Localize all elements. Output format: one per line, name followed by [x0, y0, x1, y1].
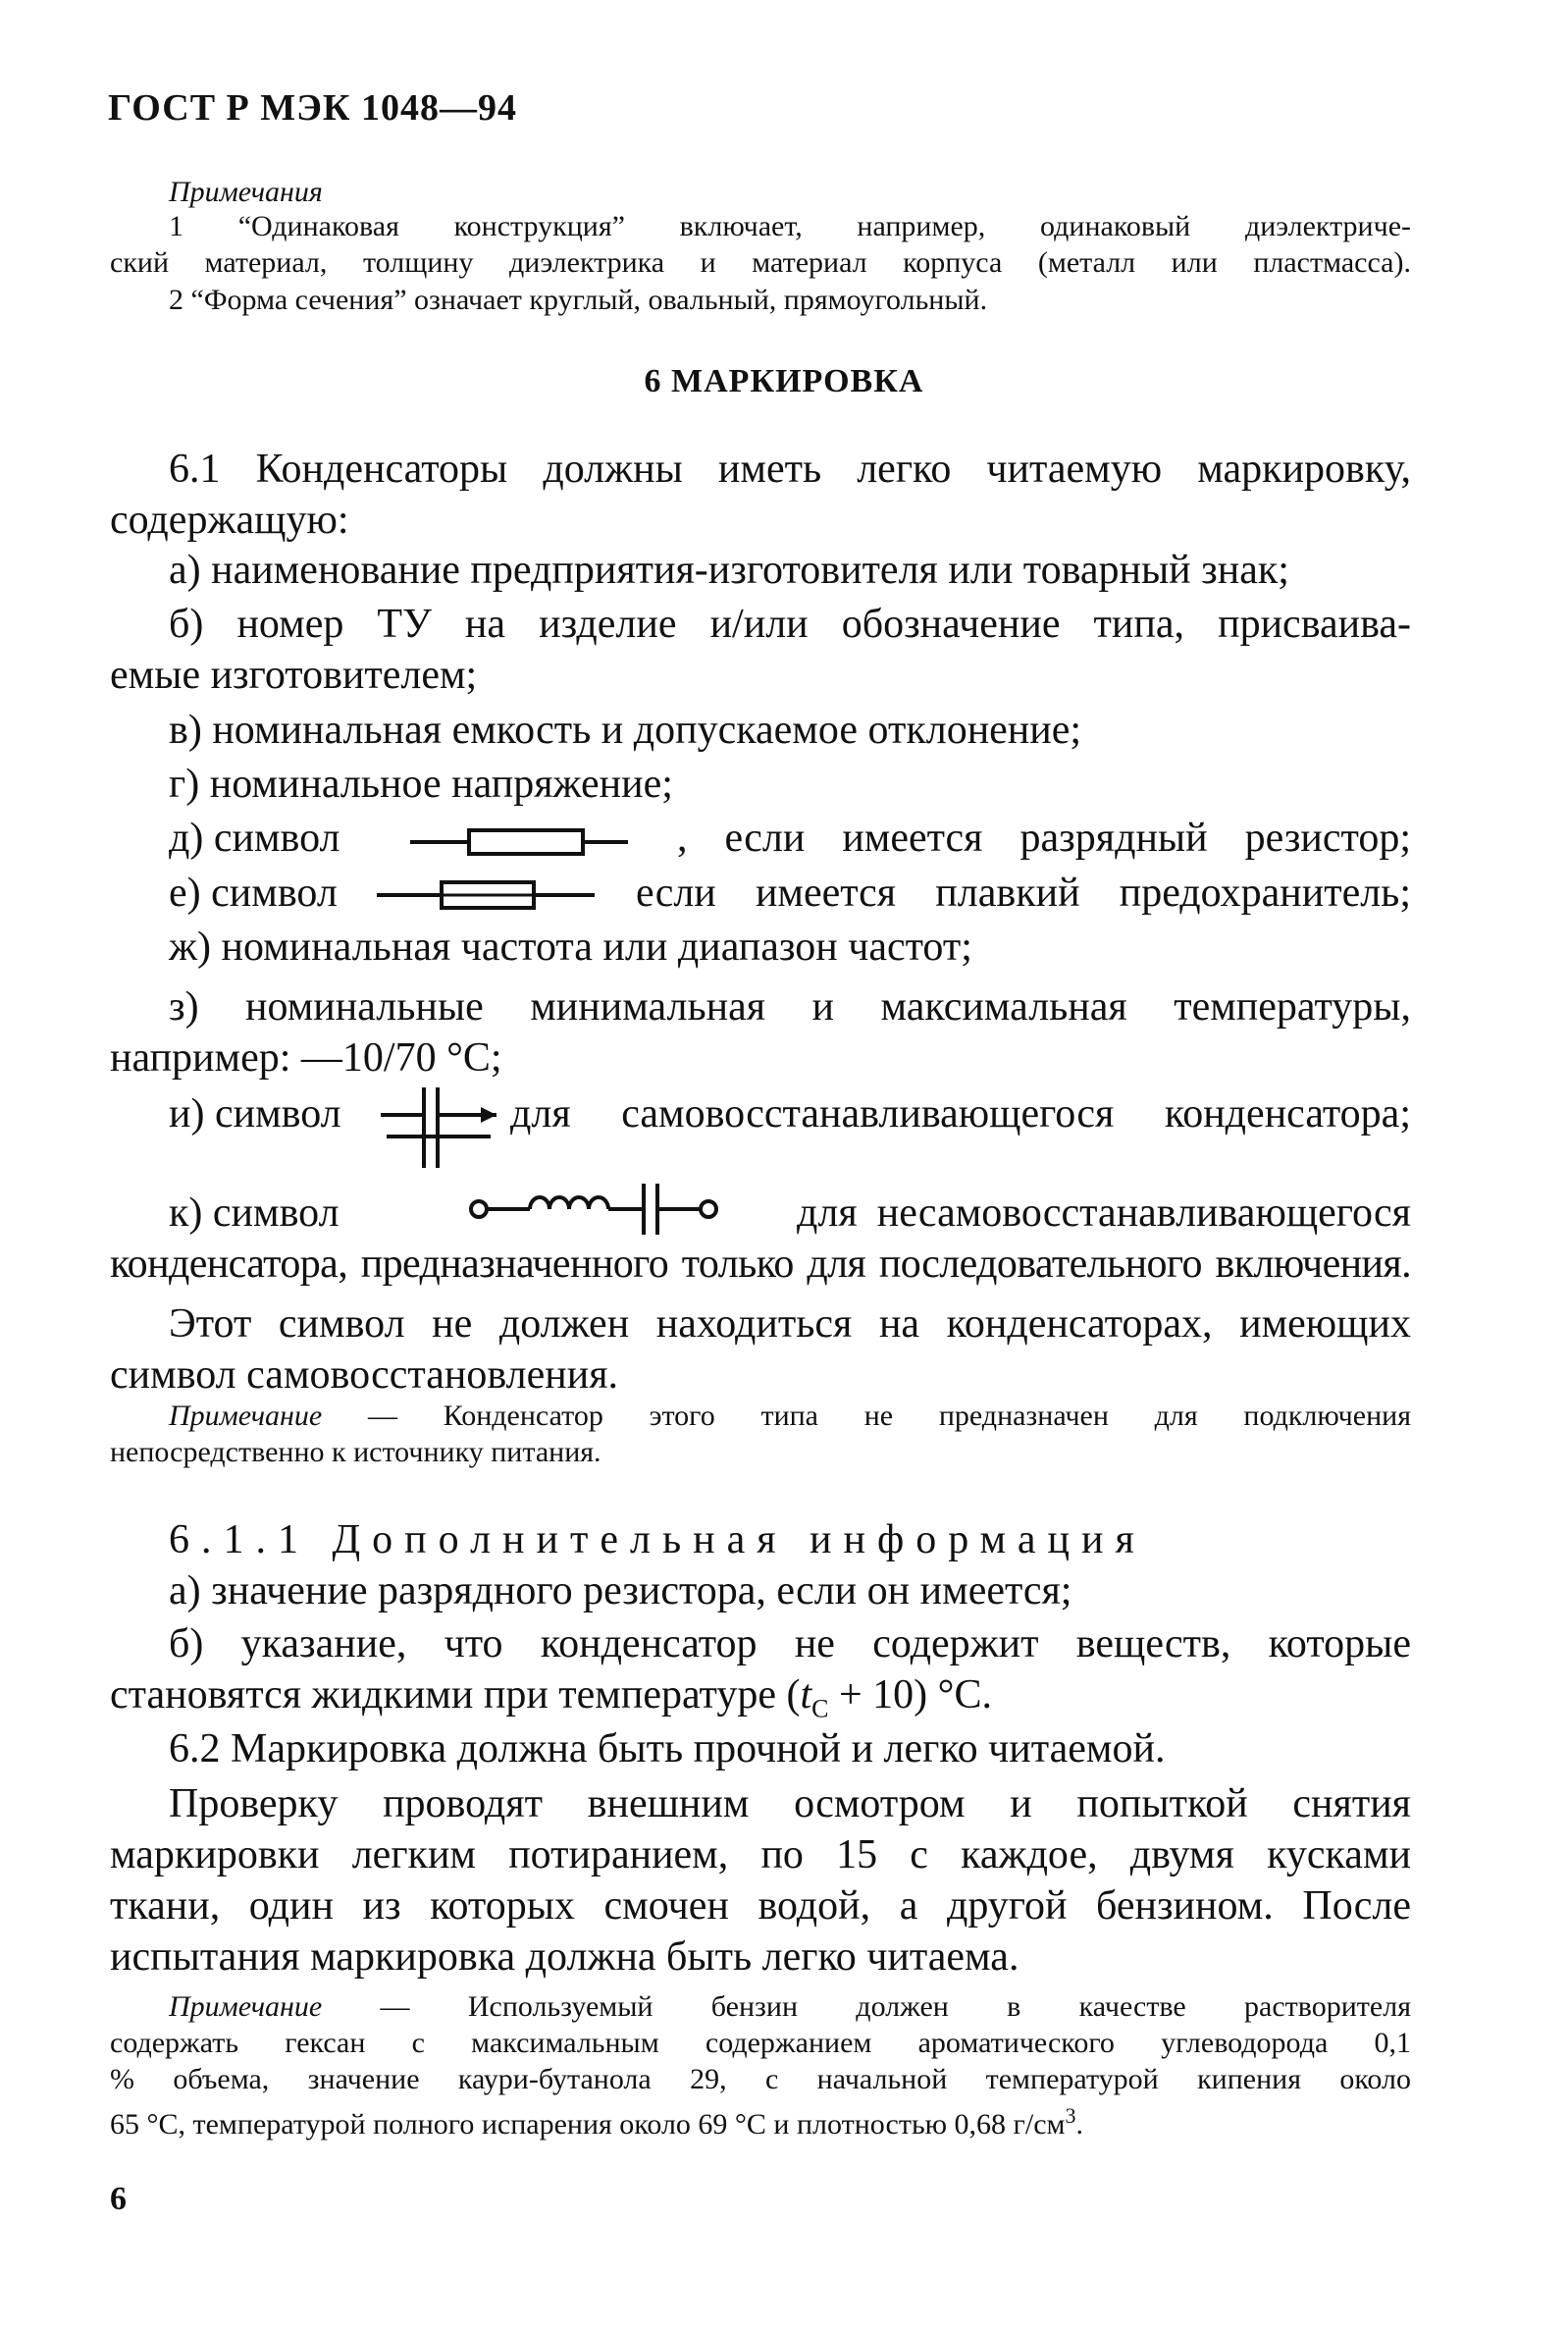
- item-e-text: если имеется плавкий предохранитель;: [636, 871, 1411, 916]
- section-heading: 6 МАРКИРОВКА: [644, 363, 924, 399]
- discharge-resistor-symbol-icon: [410, 822, 628, 862]
- section-6-1-1-item-b-line-1: б) указание, что конденсатор не содержит веществ, которые: [169, 1621, 1411, 1666]
- temp-symbol: t: [800, 1672, 812, 1718]
- item-b-line-1: б) номер ТУ на изделие и/или обозначение типа, присваива-: [169, 602, 1411, 647]
- item-zh: ж) номинальная частота или диапазон частот;: [169, 925, 972, 970]
- paragraph-6-1-line-1: 6.1 Конденсаторы должны иметь легко читаемую маркировку,: [169, 447, 1411, 492]
- section-6-2-line-1: 6.2 Маркировка должна быть прочной и легко читаемой.: [169, 1726, 1166, 1771]
- section-6-1-1-item-a: а) значение разрядного резистора, если он имеется;: [169, 1568, 1072, 1613]
- series-capacitor-symbol-icon: [467, 1178, 724, 1237]
- note-1-line-2: непосредственно к источнику питания.: [110, 1436, 601, 1468]
- symbol-paragraph-line-2: символ самовосстановления.: [110, 1352, 619, 1398]
- symbol-paragraph-line-1: Этот символ не должен находиться на конденсаторах, имеющих: [169, 1301, 1411, 1347]
- note-2-label: Примечание: [169, 1990, 323, 2023]
- note-2-line-4: [110, 2098, 1083, 2142]
- section-6-2-para-line-1: Проверку проводят внешним осмотром и попыткой снятия: [169, 1781, 1411, 1826]
- section-6-2-para-line-2: маркировки легким потиранием, по 15 с каждое, двумя кусками: [110, 1832, 1411, 1877]
- cubic-superscript: 3: [1065, 2103, 1076, 2128]
- self-healing-capacitor-symbol-icon: [381, 1080, 498, 1170]
- notes-line-1: 1 “Одинаковая конструкция” включает, например, одинаковый диэлектриче-: [169, 210, 1411, 242]
- temp-text-post: + 10) °С.: [828, 1672, 992, 1718]
- notes-title: Примечания: [169, 176, 323, 208]
- item-z-line-1: з) номинальные минимальная и максимальная температуры,: [169, 984, 1411, 1030]
- item-a: а) наименование предприятия-изготовителя или товарный знак;: [169, 548, 1289, 593]
- page-number: 6: [110, 2181, 127, 2217]
- note-2-line-2: содержать гексан с максимальным содержанием ароматического углеводорода 0,1: [110, 2027, 1411, 2059]
- item-z-line-2: например: —10/70 °С;: [110, 1035, 502, 1081]
- item-k-text: для несамовосстанавливающегося: [797, 1190, 1411, 1236]
- paragraph-6-1-line-2: содержащую:: [110, 498, 349, 543]
- fuse-symbol-icon: [377, 875, 595, 915]
- note-2-line-3: % объема, значение каури-бутанола 29, с начальной температурой кипения около: [110, 2063, 1411, 2095]
- note-1-line-1: [169, 1399, 1411, 1434]
- section-6-2-para-line-4: испытания маркировка должна быть легко читаема.: [110, 1934, 1019, 1980]
- item-k-label: к) символ: [169, 1190, 340, 1236]
- item-e-label: е) символ: [169, 871, 338, 916]
- section-6-1-1-title: 6.1.1 Дополнительная информация: [169, 1517, 1146, 1562]
- item-k-line-2: конденсатора, предназначенного только для последовательного включения.: [110, 1242, 1411, 1287]
- temp-text-pre: становятся жидкими при температуре (: [110, 1672, 801, 1718]
- note-2-line-4-end: .: [1075, 2108, 1083, 2141]
- item-d-label: д) символ: [169, 816, 340, 861]
- document-header: ГОСТ Р МЭК 1048—94: [108, 87, 517, 129]
- temp-subscript: C: [811, 1694, 829, 1723]
- section-6-2-para-line-3: ткани, один из которых смочен водой, а другой бензином. После: [110, 1883, 1411, 1929]
- notes-line-2: ский материал, толщину диэлектрика и материал корпуса (металл или пластмасса).: [110, 246, 1411, 279]
- item-d-text: , если имеется разрядный резистор;: [677, 816, 1411, 861]
- note-2-line-1: [169, 1989, 1411, 2025]
- note-2-text: — Используемый бензин должен в качестве растворителя: [322, 1990, 1411, 2023]
- item-g: г) номинальное напряжение;: [169, 762, 673, 807]
- note-1-label: Примечание: [169, 1400, 323, 1432]
- item-v: в) номинальная емкость и допускаемое отклонение;: [169, 708, 1082, 753]
- item-b-line-2: емые изготовителем;: [110, 653, 478, 698]
- item-i-text: для самовосстанавливающегося конденсатора;: [510, 1091, 1411, 1137]
- note-2-line-4-text: 65 °С, температурой полного испарения около 69 °С и плотностью 0,68 г/см: [110, 2108, 1066, 2141]
- note-1-text: — Конденсатор этого типа не предназначен для подключения: [322, 1400, 1411, 1432]
- notes-line-3: 2 “Форма сечения” означает круглый, овальный, прямоугольный.: [169, 284, 988, 316]
- item-i-label: и) символ: [169, 1091, 341, 1137]
